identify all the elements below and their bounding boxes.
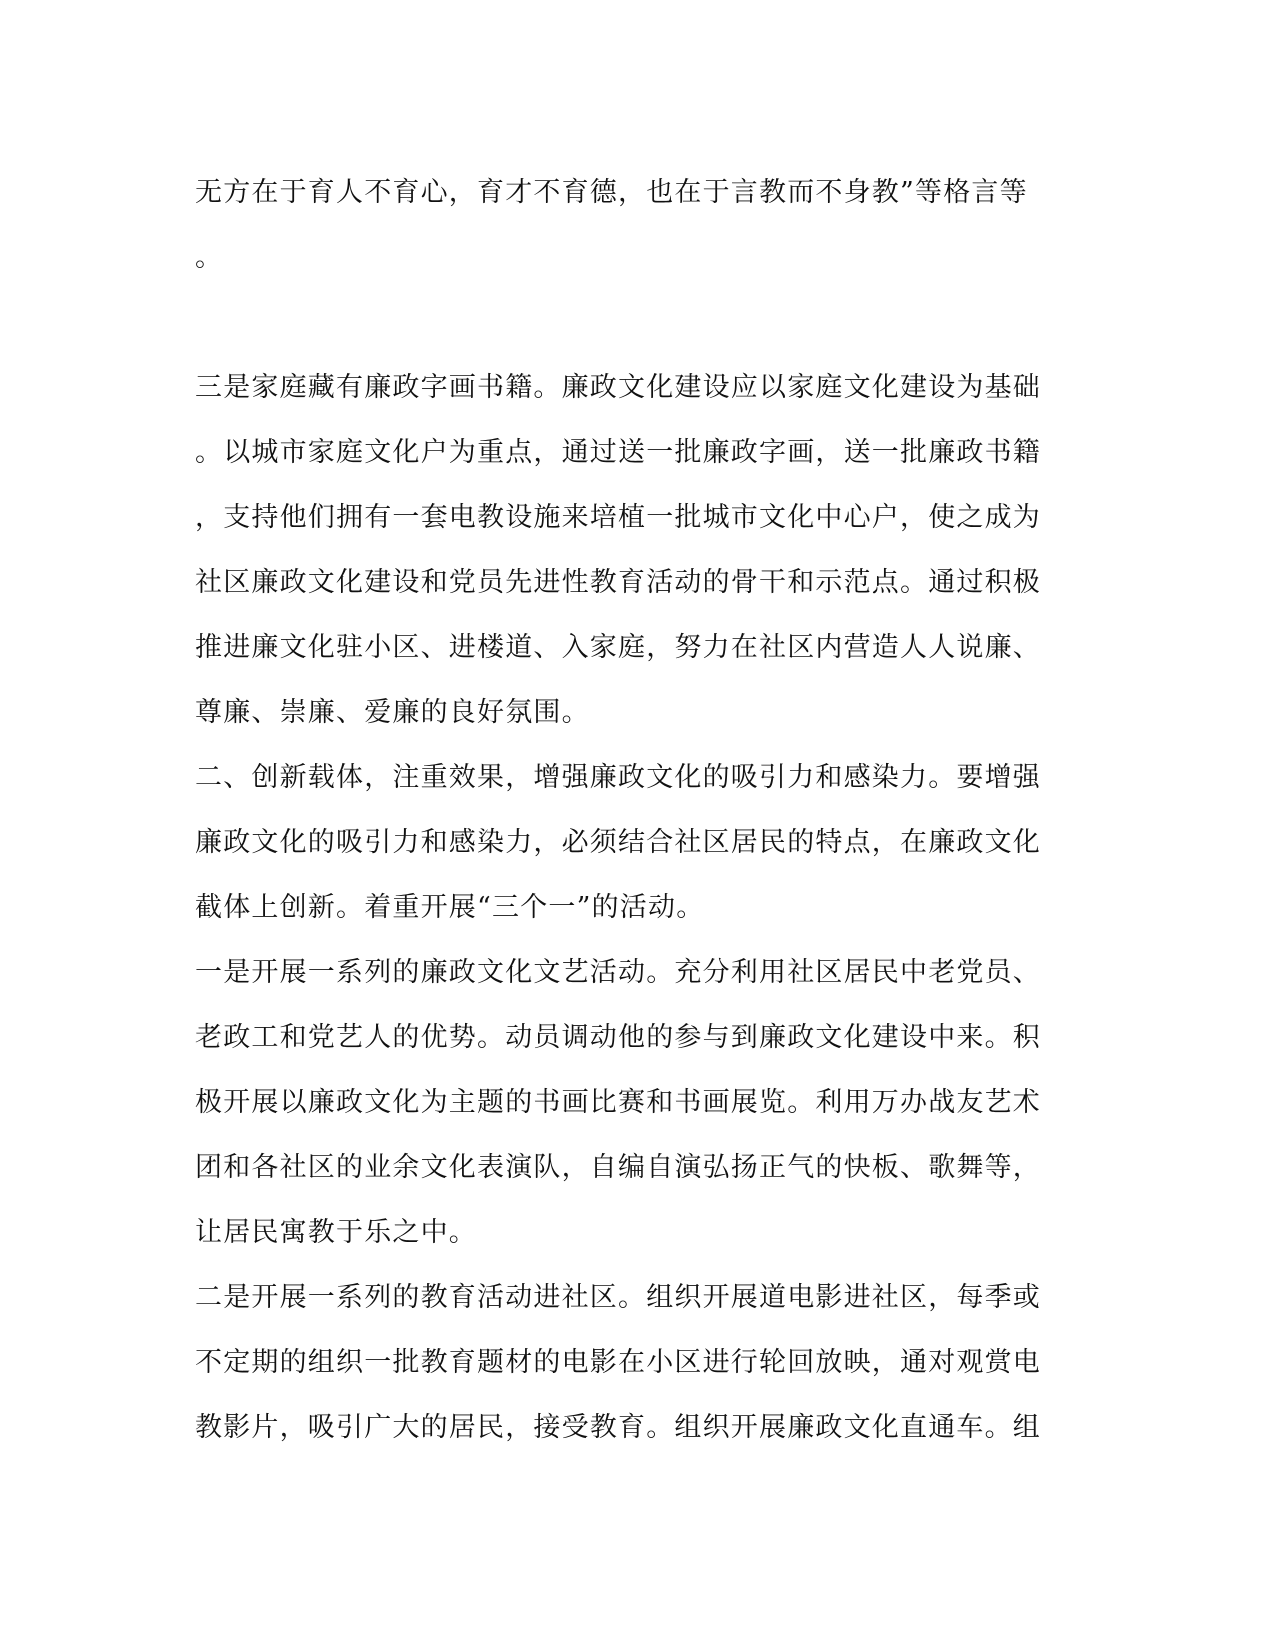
text-line: 推进廉文化驻小区、进楼道、入家庭，努力在社区内营造人人说廉、 (195, 632, 1041, 663)
text-line: 。 (195, 242, 224, 273)
body-text (195, 355, 1075, 1460)
text-line: 一是开展一系列的廉政文化文艺活动。充分利用社区居民中老党员、 (195, 957, 1041, 988)
text-line: 三是家庭藏有廉政字画书籍。廉政文化建设应以家庭文化建设为基础 (195, 372, 1041, 403)
text-line: 二、创新载体，注重效果，增强廉政文化的吸引力和感染力。要增强 (195, 762, 1041, 793)
text-line: 教影片，吸引广大的居民，接受教育。组织开展廉政文化直通车。组 (195, 1412, 1041, 1443)
text-line: 让居民寓教于乐之中。 (195, 1217, 477, 1248)
text-line: 社区廉政文化建设和党员先进性教育活动的骨干和示范点。通过积极 (195, 567, 1041, 598)
text-line: 。以城市家庭文化户为重点，通过送一批廉政字画，送一批廉政书籍 (195, 437, 1041, 468)
text-line: 不定期的组织一批教育题材的电影在小区进行轮回放映，通对观赏电 (195, 1347, 1041, 1378)
text-line: 廉政文化的吸引力和感染力，必须结合社区居民的特点，在廉政文化 (195, 827, 1041, 858)
text-line: 老政工和党艺人的优势。动员调动他的参与到廉政文化建设中来。积 (195, 1022, 1041, 1053)
text-line: 尊廉、崇廉、爱廉的良好氛围。 (195, 697, 590, 728)
text-line: 二是开展一系列的教育活动进社区。组织开展道电影进社区，每季或 (195, 1282, 1041, 1313)
paragraph-continuation (195, 160, 1075, 290)
text-line: 截体上创新。着重开展“三个一”的活动。 (195, 892, 705, 923)
text-line: 极开展以廉政文化为主题的书画比赛和书画展览。利用万办战友艺术 (195, 1087, 1041, 1118)
text-line: 团和各社区的业余文化表演队，自编自演弘扬正气的快板、歌舞等， (195, 1152, 1041, 1183)
text-line: 无方在于育人不育心，育才不育德，也在于言教而不身教”等格言等 (195, 177, 1028, 208)
text-line: ，支持他们拥有一套电教设施来培植一批城市文化中心户，使之成为 (195, 502, 1041, 533)
